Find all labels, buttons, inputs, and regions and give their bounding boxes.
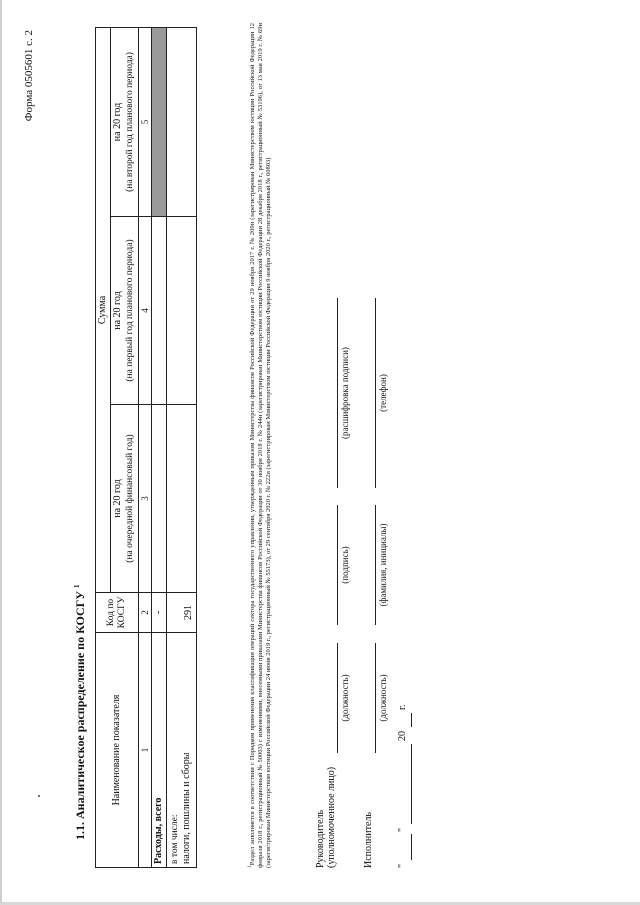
head-decoding-caption: (расшифровка подписи)	[340, 347, 350, 439]
row-total-year1-cell[interactable]	[151, 405, 166, 593]
footnote-number: 1	[247, 865, 253, 868]
executor-position-line[interactable]	[375, 643, 376, 753]
header-kosgu-code: Код по КОСГУ	[96, 593, 139, 633]
row-total-year2-cell[interactable]	[151, 217, 166, 405]
col-number-5: 5	[138, 27, 151, 216]
row-taxes-year2-cell[interactable]	[166, 217, 196, 405]
executor-position-caption: (должность)	[378, 674, 388, 722]
footnote-text: Раздел заполняется в соответствии с Порядком применения классификации операций сектора государственного управления, утвержденным приказом Министерства финансов Российской Федерации от 29 ноября 2017 г. № 209н (зарегистрирован Министерством юстиции Российской Федерации 12 февраля 2018 г., регистрационный № 50003) с изменениями, внесенными приказами Министерства финансов Российской Федерации от 30 ноября 2018 г. № 244н (зарегистрирован Министерством юстиции Российской Федерации 28 декабря 2018 г., регистрационный № 53196), от 13 мая 2019 г. № 69н (зарегистрирован Министерством юстиции Российской Федерации 24 июня 2019 г., регистрационный № 55173), от 29 сентября 2020 г. № 222н (зарегистрирован Министерством юстиции Российской Федерации 9 ноября 2020 г., регистрационный № 60803)	[249, 23, 272, 868]
date-open-quote: "	[397, 863, 408, 868]
scan-edge	[0, 0, 2, 905]
section-title-text: 1.1. Аналитическое распределение по КОСГУ	[73, 590, 87, 840]
col-number-2: 2	[138, 593, 151, 633]
executor-name-line[interactable]	[375, 505, 376, 625]
date-close-quote: "	[397, 827, 408, 832]
table-row	[151, 27, 166, 867]
header-year1: на 20 год	[110, 405, 124, 593]
head-signature-line[interactable]	[337, 505, 338, 625]
date-year-line[interactable]	[411, 713, 412, 727]
row-taxes-year1-cell[interactable]	[166, 405, 196, 593]
col-number-3: 3	[138, 405, 151, 593]
head-label	[315, 767, 337, 868]
kosgu-table	[95, 27, 197, 868]
head-position-caption: (должность)	[340, 674, 350, 722]
row-total-code: -	[151, 593, 166, 633]
form-label: Форма 0505601 с. 2	[23, 30, 35, 122]
row-total-year3-cell	[151, 27, 166, 216]
row-taxes-year3-cell[interactable]	[166, 27, 196, 216]
row-taxes-name: налоги, пошлины и сборы	[181, 752, 193, 864]
executor-phone-caption: (телефон)	[378, 374, 388, 412]
header-year3-sub: (на второй год планового периода)	[124, 27, 138, 216]
col-number-1: 1	[138, 633, 151, 868]
date-suffix: г.	[397, 704, 408, 710]
header-year2-sub: (на первый год планового периода)	[124, 217, 138, 405]
header-year3: на 20 год	[110, 27, 124, 216]
rotated-page	[15, 8, 625, 888]
date-year-prefix: 20	[397, 731, 408, 741]
row-total-name: Расходы, всего	[151, 633, 166, 868]
head-decoding-line[interactable]	[337, 298, 338, 488]
row-taxes-code: 291	[166, 593, 196, 633]
header-sum: Сумма	[96, 27, 111, 592]
head-label-line1: Руководитель	[315, 809, 326, 868]
col-number-4: 4	[138, 217, 151, 405]
executor-phone-line[interactable]	[375, 298, 376, 488]
row-taxes-name-cell	[166, 633, 196, 868]
executor-label: Исполнитель	[363, 812, 374, 868]
head-position-line[interactable]	[337, 643, 338, 753]
header-year2: на 20 год	[110, 217, 124, 405]
head-signature-caption: (подпись)	[340, 546, 350, 584]
footnote	[247, 23, 273, 868]
date-day-line[interactable]	[411, 834, 412, 860]
header-indicator-name: Наименование показателя	[96, 633, 139, 868]
date-month-line[interactable]	[411, 744, 412, 824]
section-title	[73, 584, 88, 840]
head-label-line2: (уполномоченное лицо)	[326, 766, 337, 868]
footnote-mark: 1	[73, 584, 81, 588]
header-year1-sub: (на очередной финансовый год)	[124, 405, 138, 593]
table-row	[166, 27, 196, 867]
row-taxes-prefix: в том числе:	[170, 814, 181, 864]
executor-name-caption: (фамилия, инициалы)	[378, 523, 388, 607]
